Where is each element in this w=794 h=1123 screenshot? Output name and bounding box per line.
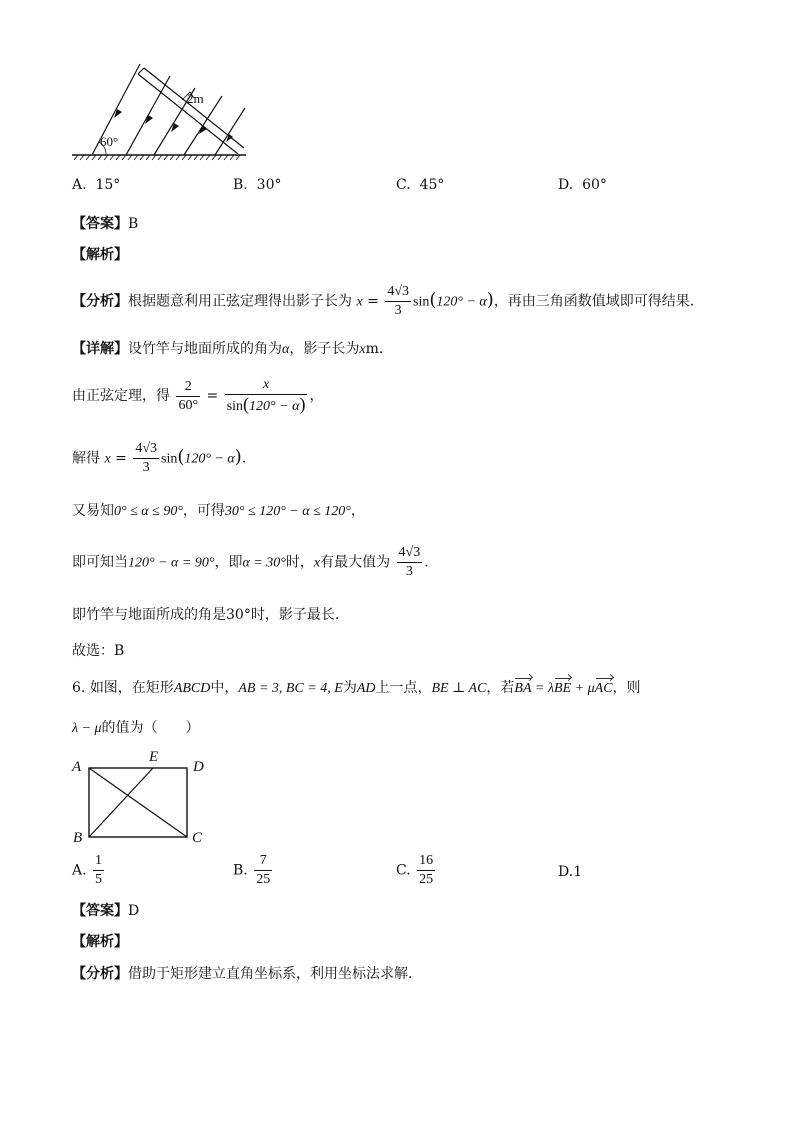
q5-answer: 【答案】B bbox=[72, 216, 139, 232]
q5-xiangjie: 【详解】设竹竿与地面所成的角为α，影子长为xm. bbox=[72, 341, 384, 357]
rectangle-figure bbox=[88, 767, 190, 839]
q5-option-a: A. 15° bbox=[72, 177, 121, 193]
q5-analysis-heading: 【解析】 bbox=[72, 247, 128, 263]
q6-option-c: C. $\frac{16}{25}$ bbox=[396, 853, 434, 887]
q5-option-c: C. 45° bbox=[396, 177, 445, 193]
q5-fenxi: 【分析】根据题意利用正弦定理得出影子长为 x = $\frac{4√3}{3}$ sin(120° − α)，再由三角函数值域即可得结果. bbox=[72, 284, 695, 318]
q6-option-a: A. $\frac{1}{5}$ bbox=[72, 853, 103, 887]
q5-max: 即可知当120° − α = 90°，即α = 30°时，x有最大值为 $\frac{4√3}{3}$ . bbox=[72, 545, 429, 579]
q5-option-b: B. 30° bbox=[233, 177, 282, 193]
q6-fenxi: 【分析】借助于矩形建立直角坐标系，利用坐标法求解. bbox=[72, 966, 413, 982]
q6-answer: 【答案】D bbox=[72, 903, 140, 919]
q6-stem-line2: λ − μ的值为（ ） bbox=[72, 720, 200, 736]
q6-analysis-heading: 【解析】 bbox=[72, 934, 128, 950]
point-label-e: E bbox=[149, 749, 159, 765]
point-label-a: A bbox=[72, 759, 82, 775]
q6-option-d: D.1 bbox=[558, 864, 583, 880]
point-label-b: B bbox=[73, 830, 83, 846]
figure-length-label: 2m bbox=[187, 91, 204, 106]
q5-conclusion: 即竹竿与地面所成的角是30°时，影子最长. bbox=[72, 607, 340, 623]
q6-option-b: B. $\frac{7}{25}$ bbox=[233, 853, 271, 887]
q5-option-d: D. 60° bbox=[558, 177, 607, 193]
q5-law-of-sines: 由正弦定理，得 $\frac{2}{60^\circ}$ = $\frac{x}{\sin(120^\circ - \alpha)}$ ， bbox=[72, 377, 324, 414]
figure-angle-label: 60° bbox=[100, 134, 119, 149]
q5-solve: 解得 x = $\frac{4√3}{3}$ sin(120° − α). bbox=[72, 441, 247, 475]
q5-choose: 故选：B bbox=[72, 643, 125, 659]
point-label-c: C bbox=[192, 830, 203, 846]
point-label-d: D bbox=[193, 759, 204, 775]
q5-range: 又易知0° ≤ α ≤ 90°，可得30° ≤ 120° − α ≤ 120°， bbox=[72, 503, 365, 519]
q6-stem-line1: 6. 如图，在矩形ABCD中，AB = 3, BC = 4, E为AD上一点，BE ⊥ AC，若BA = λBE + μAC，则 bbox=[72, 680, 641, 696]
shadow-figure bbox=[70, 62, 250, 162]
